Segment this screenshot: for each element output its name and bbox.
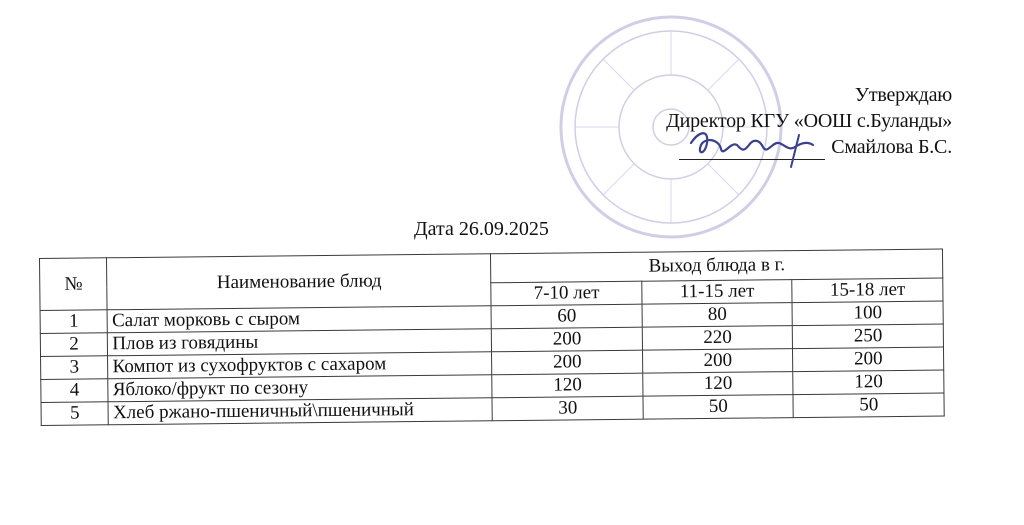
row-value-7-10: 200 <box>492 350 643 375</box>
header-dish-name: Наименование блюд <box>107 254 492 310</box>
row-number: 5 <box>41 402 109 426</box>
row-value-11-15: 120 <box>643 372 794 397</box>
document-date: Дата 26.09.2025 <box>414 218 549 240</box>
header-number: № <box>40 258 108 311</box>
row-dish: Салат морковь с сыром <box>107 306 491 333</box>
row-number: 4 <box>41 379 109 403</box>
row-value-15-18: 50 <box>793 393 944 418</box>
row-value-15-18: 250 <box>793 324 944 349</box>
row-value-11-15: 50 <box>643 395 794 420</box>
handwritten-signature <box>679 121 829 171</box>
director-position: Директор КГУ «ООШ с.Буланды» <box>666 110 952 132</box>
row-dish: Яблоко/фрукт по сезону <box>108 375 492 402</box>
row-dish: Плов из говядины <box>108 329 492 356</box>
signature-field <box>679 137 825 160</box>
row-value-7-10: 120 <box>492 373 643 398</box>
menu-table <box>39 249 945 426</box>
row-value-7-10: 60 <box>491 304 642 329</box>
row-value-15-18: 200 <box>793 347 944 372</box>
director-name: Смайлова Б.С. <box>831 136 952 158</box>
row-value-7-10: 200 <box>492 327 643 352</box>
header-age-15-18: 15-18 лет <box>792 278 943 303</box>
signature-line <box>666 134 952 160</box>
row-value-15-18: 100 <box>792 301 943 326</box>
header-output: Выход блюда в г. <box>491 249 943 283</box>
row-number: 1 <box>40 310 108 334</box>
header-age-11-15: 11-15 лет <box>642 280 793 305</box>
row-dish: Хлеб ржано-пшеничный\пшеничный <box>108 398 492 425</box>
row-value-11-15: 220 <box>642 326 793 351</box>
approve-label: Утверждаю <box>854 84 952 106</box>
row-value-11-15: 80 <box>642 303 793 328</box>
row-dish: Компот из сухофруктов с сахаром <box>108 352 492 379</box>
row-value-7-10: 30 <box>492 396 643 421</box>
row-number: 2 <box>40 333 108 357</box>
approval-block <box>666 82 952 160</box>
row-number: 3 <box>41 356 109 380</box>
row-value-11-15: 200 <box>642 349 793 374</box>
row-value-15-18: 120 <box>793 370 944 395</box>
header-age-7-10: 7-10 лет <box>491 281 642 306</box>
